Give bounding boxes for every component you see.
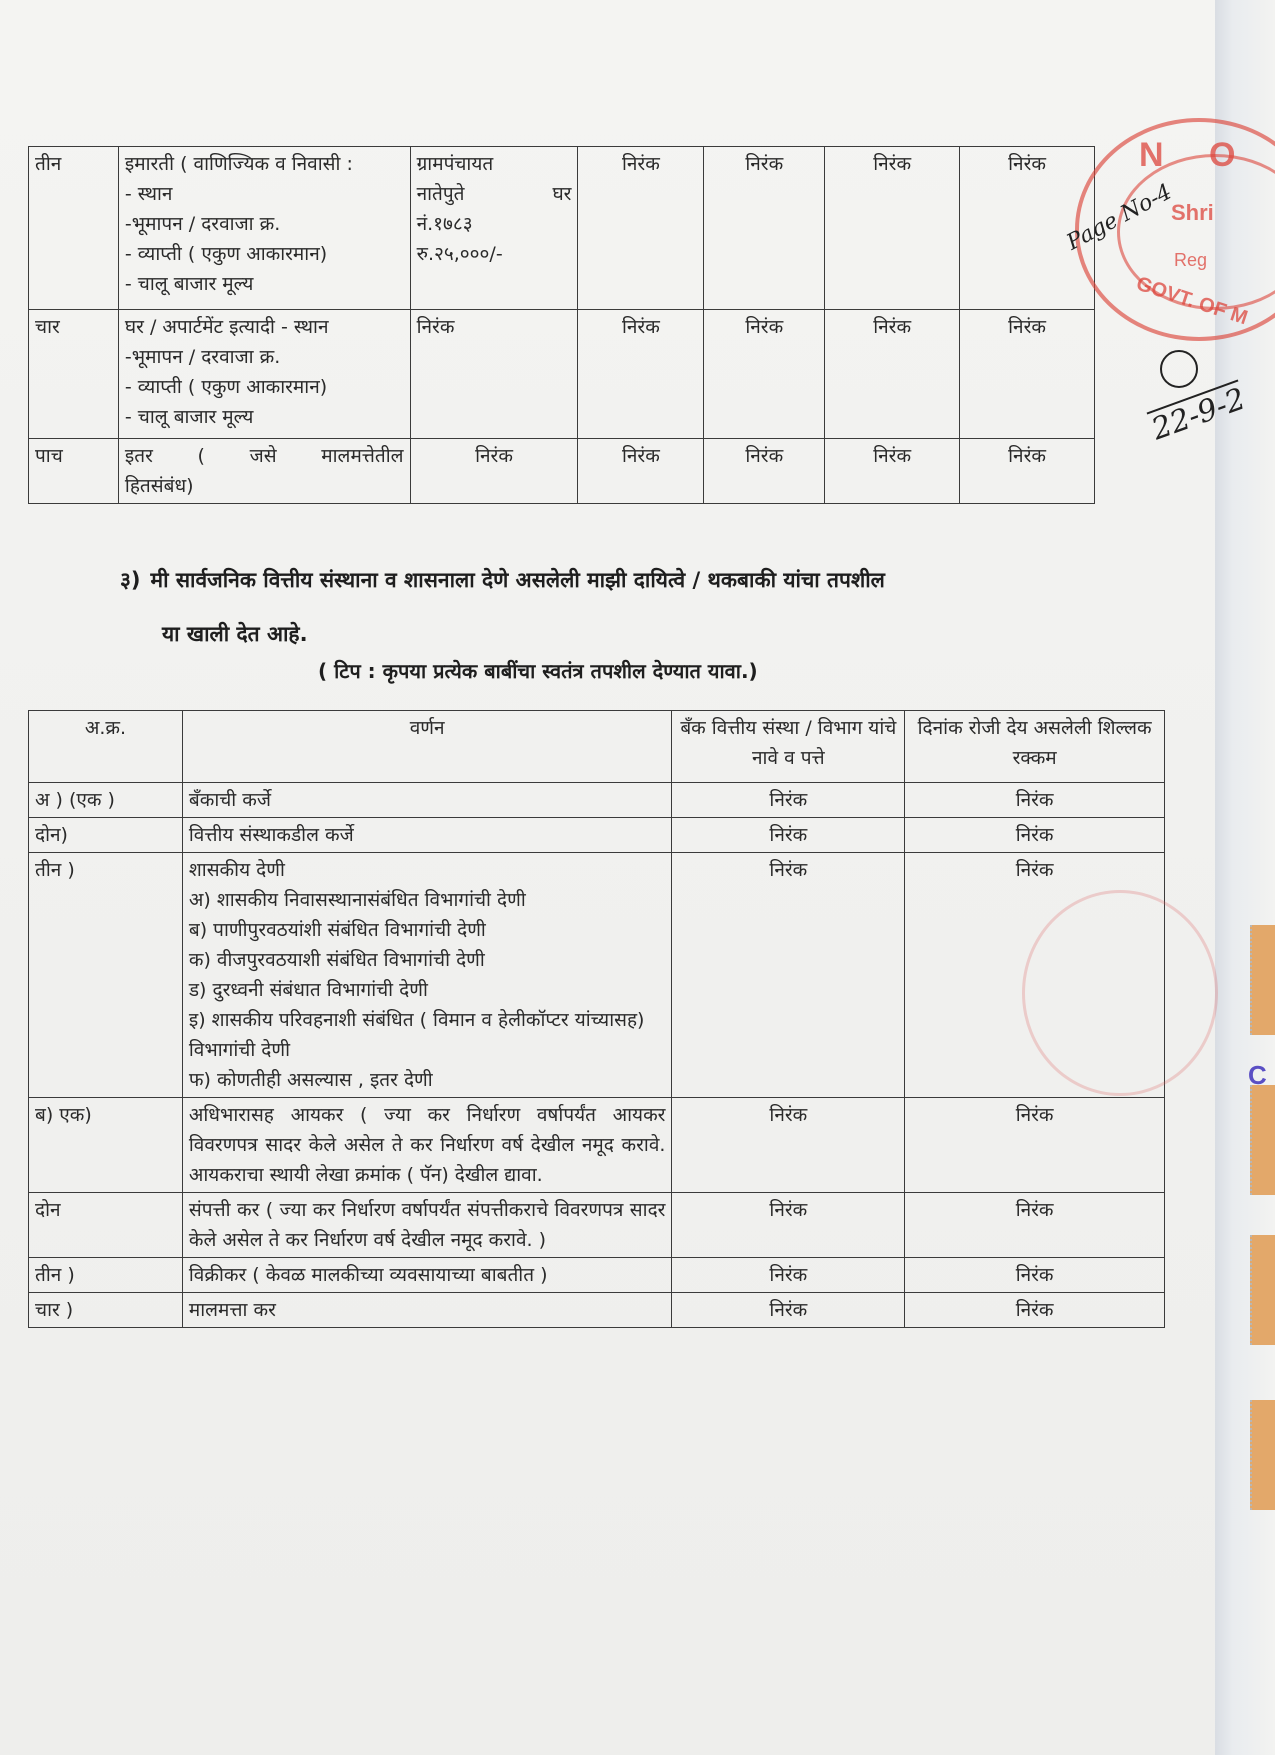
- value-cell: निरंक: [960, 439, 1095, 504]
- section-heading-line-2: या खाली देत आहे.: [162, 622, 308, 646]
- faint-seal-reverse: [1022, 890, 1218, 1096]
- amount-cell: निरंक: [905, 1293, 1165, 1328]
- table-row: [29, 1258, 1165, 1293]
- amount-cell: निरंक: [905, 783, 1165, 818]
- serial-cell: तीन ): [29, 853, 183, 1098]
- header-bank: बँक वित्तीय संस्था / विभाग यांचे नावे व पत्ते: [672, 711, 905, 783]
- description-cell: शासकीय देणी अ) शासकीय निवासस्थानासंबंधित विभागांची देणी ब) पाणीपुरवठयांशी संबंधित विभागांची देणी क) वीजपुरवठयाशी संबंधित विभागांची देणी ड) दुरध्वनी संबंधात विभागांची देणी इ) शासकीय परिवहनाशी संबंधित ( विमान व हेलीकॉप्टर यांच्यासह) विभागांची देणी फ) कोणतीही असल्यास , इतर देणी: [182, 853, 672, 1098]
- description-cell: अधिभारासह आयकर ( ज्या कर निर्धारण वर्षापर्यंत आयकर विवरणपत्र सादर केले असेल ते कर निर्धारण वर्ष देखील नमूद करावे. आयकराचा स्थायी लेखा क्रमांक ( पॅन) देखील द्यावा.: [182, 1098, 672, 1193]
- serial-cell: दोन: [29, 1193, 183, 1258]
- table-row: [29, 1293, 1165, 1328]
- bank-cell: निरंक: [672, 853, 905, 1098]
- purple-stamp-mark: C: [1248, 1060, 1267, 1090]
- description-cell: इमारती ( वाणिज्यिक व निवासी : - स्थान -भूमापन / दरवाजा क्र. - व्याप्ती ( एकुण आकारमान) - चालू बाजार मूल्य: [118, 147, 410, 310]
- revenue-stamp: [1250, 925, 1275, 1035]
- bank-cell: निरंक: [672, 818, 905, 853]
- assets-table: [28, 146, 1095, 504]
- description-cell: संपत्ती कर ( ज्या कर निर्धारण वर्षापर्यंत संपत्तीकराचे विवरणपत्र सादर केले असेल ते कर निर्धारण वर्ष देखील नमूद करावे. ): [182, 1193, 672, 1258]
- amount-cell: निरंक: [905, 1193, 1165, 1258]
- section-3-heading: [120, 553, 1070, 661]
- amount-cell: निरंक: [905, 1098, 1165, 1193]
- section-heading-line-1: मी सार्वजनिक वित्तीय संस्थाना व शासनाला देणे असलेली माझी दायित्वे / थकबाकी यांचा तपशील: [150, 568, 885, 592]
- notary-seal: N O Shri Reg GOVT. OF M: [1075, 118, 1275, 341]
- value-cell: निरंक: [960, 310, 1095, 439]
- serial-cell: तीन ): [29, 1258, 183, 1293]
- bank-cell: निरंक: [672, 1098, 905, 1193]
- value-cell: निरंक: [704, 147, 825, 310]
- value-cell: निरंक: [960, 147, 1095, 310]
- value-cell: निरंक: [578, 439, 704, 504]
- serial-cell: चार: [29, 310, 119, 439]
- description-cell: मालमत्ता कर: [182, 1293, 672, 1328]
- value-cell: निरंक: [825, 310, 960, 439]
- header-serial: अ.क्र.: [29, 711, 183, 783]
- serial-cell: तीन: [29, 147, 119, 310]
- value-cell: निरंक: [825, 147, 960, 310]
- description-cell: वित्तीय संस्थाकडील कर्जे: [182, 818, 672, 853]
- value-cell: निरंक: [578, 310, 704, 439]
- table-row: [29, 783, 1165, 818]
- header-description: वर्णन: [182, 711, 672, 783]
- bank-cell: निरंक: [672, 1193, 905, 1258]
- table-header-row: [29, 711, 1165, 783]
- revenue-stamp: [1250, 1400, 1275, 1510]
- serial-cell: अ ) (एक ): [29, 783, 183, 818]
- revenue-stamp: [1250, 1235, 1275, 1345]
- signature-date-handwritten: 22-9-2: [1147, 381, 1251, 448]
- location-cell: निरंक: [410, 439, 578, 504]
- table-row: [29, 310, 1095, 439]
- liabilities-table: [28, 710, 1165, 1328]
- bank-cell: निरंक: [672, 1293, 905, 1328]
- location-cell: ग्रामपंचायत नातेपुते घर नं.१७८३ रु.२५,०००/-: [410, 147, 578, 310]
- description-cell: घर / अपार्टमेंट इत्यादी - स्थान -भूमापन / दरवाजा क्र. - व्याप्ती ( एकुण आकारमान) - चालू बाजार मूल्य: [118, 310, 410, 439]
- description-cell: बँकाची कर्जे: [182, 783, 672, 818]
- table-row: [29, 1098, 1165, 1193]
- table-row: [29, 1193, 1165, 1258]
- amount-cell: निरंक: [905, 853, 1165, 1098]
- signature-initials: [1160, 350, 1198, 388]
- section-number: ३): [120, 568, 141, 592]
- table-row: [29, 147, 1095, 310]
- page-number-handwritten: Page No-4: [1062, 179, 1177, 256]
- table-row: [29, 439, 1095, 504]
- serial-cell: दोन): [29, 818, 183, 853]
- table-row: [29, 818, 1165, 853]
- serial-cell: पाच: [29, 439, 119, 504]
- table-row: [29, 853, 1165, 1098]
- value-cell: निरंक: [704, 439, 825, 504]
- value-cell: निरंक: [825, 439, 960, 504]
- bank-cell: निरंक: [672, 783, 905, 818]
- description-cell: विक्रीकर ( केवळ मालकीच्या व्यवसायाच्या बाबतीत ): [182, 1258, 672, 1293]
- value-cell: निरंक: [704, 310, 825, 439]
- description-cell: इतर ( जसे मालमत्तेतील हितसंबंध): [118, 439, 410, 504]
- amount-cell: निरंक: [905, 818, 1165, 853]
- header-amount: दिनांक रोजी देय असलेली शिल्लक रक्कम: [905, 711, 1165, 783]
- serial-cell: चार ): [29, 1293, 183, 1328]
- value-cell: निरंक: [578, 147, 704, 310]
- amount-cell: निरंक: [905, 1258, 1165, 1293]
- bank-cell: निरंक: [672, 1258, 905, 1293]
- location-cell: निरंक: [410, 310, 578, 439]
- serial-cell: ब) एक): [29, 1098, 183, 1193]
- section-note: ( टिप : कृपया प्रत्येक बाबींचा स्वतंत्र तपशील देण्यात यावा.): [318, 659, 758, 683]
- revenue-stamp: [1250, 1085, 1275, 1195]
